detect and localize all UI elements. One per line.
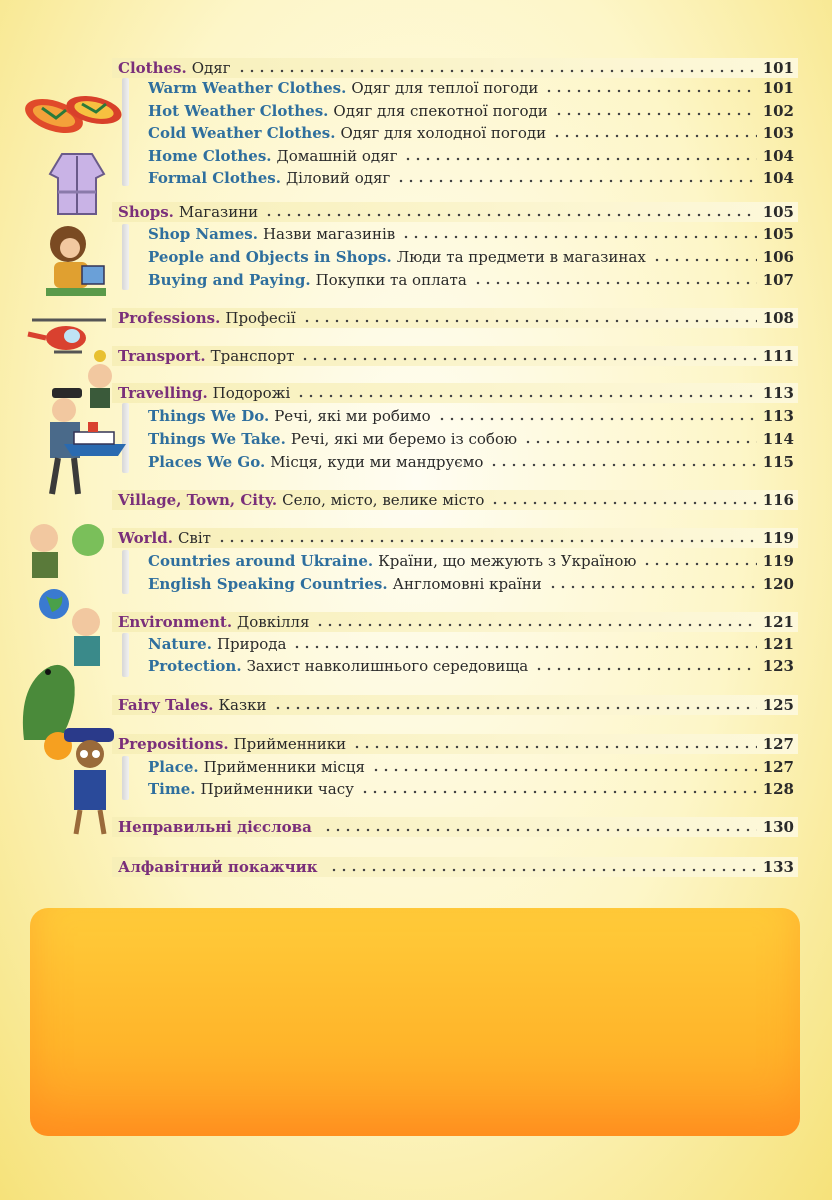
toc-page-number: 104	[762, 147, 794, 165]
toc-row[interactable]	[148, 406, 798, 426]
leader-dots	[396, 179, 756, 183]
flip-flops-illustration	[22, 88, 126, 140]
toc-title-en: Countries around Ukraine.	[148, 552, 374, 570]
toc-page-number: 128	[762, 780, 794, 798]
detective-illustration	[56, 720, 126, 836]
toc-row[interactable]	[148, 224, 798, 244]
toc-title-ua: Діловий одяг	[285, 169, 391, 187]
toc-page-number: 121	[762, 635, 794, 653]
toc-row[interactable]	[112, 612, 798, 632]
leader-dots	[554, 112, 757, 116]
leader-dots	[360, 790, 757, 794]
toc-title-en: English Speaking Countries.	[148, 575, 388, 593]
toc-title-en: Formal Clothes.	[148, 169, 281, 187]
toc-row[interactable]	[148, 551, 798, 571]
toc-row[interactable]	[112, 857, 798, 877]
toc-page-number: 113	[762, 407, 794, 425]
shopper-illustration	[32, 218, 116, 302]
toc-page-number: 119	[762, 552, 794, 570]
toc-title-ua: Країни, що межують з Україною	[378, 552, 637, 570]
toc-title-ua: Одяг для теплої погоди	[351, 79, 539, 97]
toc-title-en: Home Clothes.	[148, 147, 272, 165]
toc-page-number: 105	[762, 225, 794, 243]
toc-title-ua: Захист навколишнього середовища	[246, 657, 529, 675]
toc-row[interactable]	[148, 78, 798, 98]
toc-title-en: People and Objects in Shops.	[148, 248, 392, 266]
toc-row[interactable]	[148, 779, 798, 799]
toc-page-number: 106	[762, 248, 794, 266]
toc-title-en: Неправильні дієслова	[118, 818, 312, 836]
toc-title-en: Prepositions.	[118, 735, 229, 753]
toc-row[interactable]	[148, 101, 798, 121]
toc-page-number: 102	[762, 102, 794, 120]
toc-title-ua: Природа	[216, 635, 287, 653]
leader-dots	[302, 319, 757, 323]
toc-title-ua: Речі, які ми беремо із собою	[290, 430, 518, 448]
ship-illustration	[60, 420, 130, 460]
toc-title-en: Алфавітний покажчик	[118, 858, 318, 876]
toc-page-number: 127	[762, 758, 794, 776]
toc-page-number: 111	[762, 347, 794, 365]
toc-title-en: Shops.	[118, 203, 174, 221]
toc-row[interactable]	[112, 528, 798, 548]
orange-footer-panel	[30, 908, 800, 1136]
toc-title-en: Travelling.	[118, 384, 208, 402]
toc-title-ua: Англомовні країни	[392, 575, 542, 593]
toc-title-en: Things We Take.	[148, 430, 286, 448]
toc-page-number: 125	[762, 696, 794, 714]
leader-dots	[264, 213, 757, 217]
leader-dots	[642, 562, 756, 566]
toc-page-number: 108	[762, 309, 794, 327]
toc-page-number: 104	[762, 169, 794, 187]
leader-dots	[292, 645, 756, 649]
toc-page-number: 116	[762, 491, 794, 509]
toc-title-en: Places We Go.	[148, 453, 266, 471]
leader-dots	[534, 667, 756, 671]
leader-dots	[652, 258, 757, 262]
toc-row[interactable]	[148, 634, 798, 654]
toc-page-number: 133	[762, 858, 794, 876]
toc-title-ua: Казки	[218, 696, 267, 714]
robe-illustration	[42, 148, 112, 218]
toc-row[interactable]	[112, 734, 798, 754]
toc-title-en: Things We Do.	[148, 407, 270, 425]
toc-row[interactable]	[112, 383, 798, 403]
toc-title-ua: Речі, які ми робимо	[274, 407, 431, 425]
toc-page-number: 123	[762, 657, 794, 675]
leader-dots	[371, 768, 757, 772]
toc-row[interactable]	[112, 308, 798, 328]
leader-dots	[437, 417, 757, 421]
toc-row[interactable]	[148, 429, 798, 449]
leader-dots	[237, 69, 757, 73]
toc-row[interactable]	[112, 490, 798, 510]
toc-row[interactable]	[148, 168, 798, 188]
leader-dots	[323, 828, 757, 832]
toc-row[interactable]	[148, 757, 798, 777]
toc-title-ua: Прийменники місця	[203, 758, 365, 776]
toc-row[interactable]	[112, 202, 798, 222]
toc-title-en: Buying and Paying.	[148, 271, 311, 289]
toc-title-ua: Транспорт	[210, 347, 295, 365]
toc-row[interactable]	[148, 452, 798, 472]
toc-page-number: 113	[762, 384, 794, 402]
toc-row[interactable]	[148, 574, 798, 594]
toc-title-en: Cold Weather Clothes.	[148, 124, 336, 142]
toc-page-number: 107	[762, 271, 794, 289]
toc-row[interactable]	[148, 123, 798, 143]
toc-title-ua: Місця, куди ми мандруємо	[270, 453, 484, 471]
toc-title-ua: Професії	[225, 309, 296, 327]
leader-dots	[552, 134, 757, 138]
toc-row[interactable]	[148, 270, 798, 290]
toc-page-number: 105	[762, 203, 794, 221]
toc-title-ua: Покупки та оплата	[315, 271, 467, 289]
toc-title-en: Professions.	[118, 309, 221, 327]
toc-title-en: Fairy Tales.	[118, 696, 214, 714]
toc-row[interactable]	[112, 346, 798, 366]
toc-title-ua: Прийменники часу	[200, 780, 354, 798]
toc-title-en: Environment.	[118, 613, 233, 631]
toc-page-number: 103	[762, 124, 794, 142]
toc-page-number: 121	[762, 613, 794, 631]
toc-page-number: 115	[762, 453, 794, 471]
toc-title-en: Nature.	[148, 635, 212, 653]
subsection-bar	[122, 224, 129, 290]
leader-dots	[273, 706, 757, 710]
toc-title-ua: Домашній одяг	[276, 147, 398, 165]
toc-title-ua: Прийменники	[233, 735, 347, 753]
toc-title-ua: Подорожі	[212, 384, 291, 402]
leader-dots	[315, 623, 756, 627]
toc-row[interactable]	[148, 656, 798, 676]
toc-page-number: 130	[762, 818, 794, 836]
leader-dots	[217, 539, 757, 543]
leader-dots	[296, 394, 756, 398]
toc-title-en: Warm Weather Clothes.	[148, 79, 347, 97]
leader-dots	[352, 745, 757, 749]
toc-page-number: 101	[762, 79, 794, 97]
toc-title-ua: Довкілля	[237, 613, 310, 631]
toc-row[interactable]	[112, 58, 798, 78]
leader-dots	[489, 463, 756, 467]
toc-title-ua: Світ	[177, 529, 211, 547]
toc-title-en: Hot Weather Clothes.	[148, 102, 329, 120]
toc-row[interactable]	[148, 146, 798, 166]
toc-page-number: 101	[762, 59, 794, 77]
toc-row[interactable]	[148, 247, 798, 267]
leader-dots	[523, 440, 757, 444]
toc-title-en: Protection.	[148, 657, 242, 675]
toc-title-en: Place.	[148, 758, 199, 776]
toc-title-en: Village, Town, City.	[118, 491, 278, 509]
toc-title-en: Clothes.	[118, 59, 187, 77]
toc-page-number: 120	[762, 575, 794, 593]
leader-dots	[544, 89, 756, 93]
toc-title-en: Time.	[148, 780, 196, 798]
toc-title-ua: Магазини	[178, 203, 259, 221]
leader-dots	[473, 281, 757, 285]
leader-dots	[403, 157, 756, 161]
toc-page-number: 114	[762, 430, 794, 448]
toc-title-ua: Одяг	[191, 59, 231, 77]
toc-title-ua: Село, місто, велике місто	[282, 491, 485, 509]
leader-dots	[490, 501, 756, 505]
toc-title-ua: Люди та предмети в магазинах	[396, 248, 646, 266]
leader-dots	[401, 235, 756, 239]
leader-dots	[300, 357, 756, 361]
toc-title-en: Shop Names.	[148, 225, 258, 243]
toc-title-ua: Одяг для холодної погоди	[340, 124, 547, 142]
toc-page-number: 119	[762, 529, 794, 547]
toc-title-en: World.	[118, 529, 173, 547]
toc-title-ua: Одяг для спекотної погоди	[333, 102, 548, 120]
toc-page-number: 127	[762, 735, 794, 753]
toc-row[interactable]	[112, 695, 798, 715]
toc-row[interactable]	[112, 817, 798, 837]
leader-dots	[329, 868, 757, 872]
leader-dots	[548, 585, 757, 589]
toc-title-ua: Назви магазинів	[262, 225, 396, 243]
subsection-bar	[122, 550, 129, 594]
toc-title-en: Transport.	[118, 347, 206, 365]
